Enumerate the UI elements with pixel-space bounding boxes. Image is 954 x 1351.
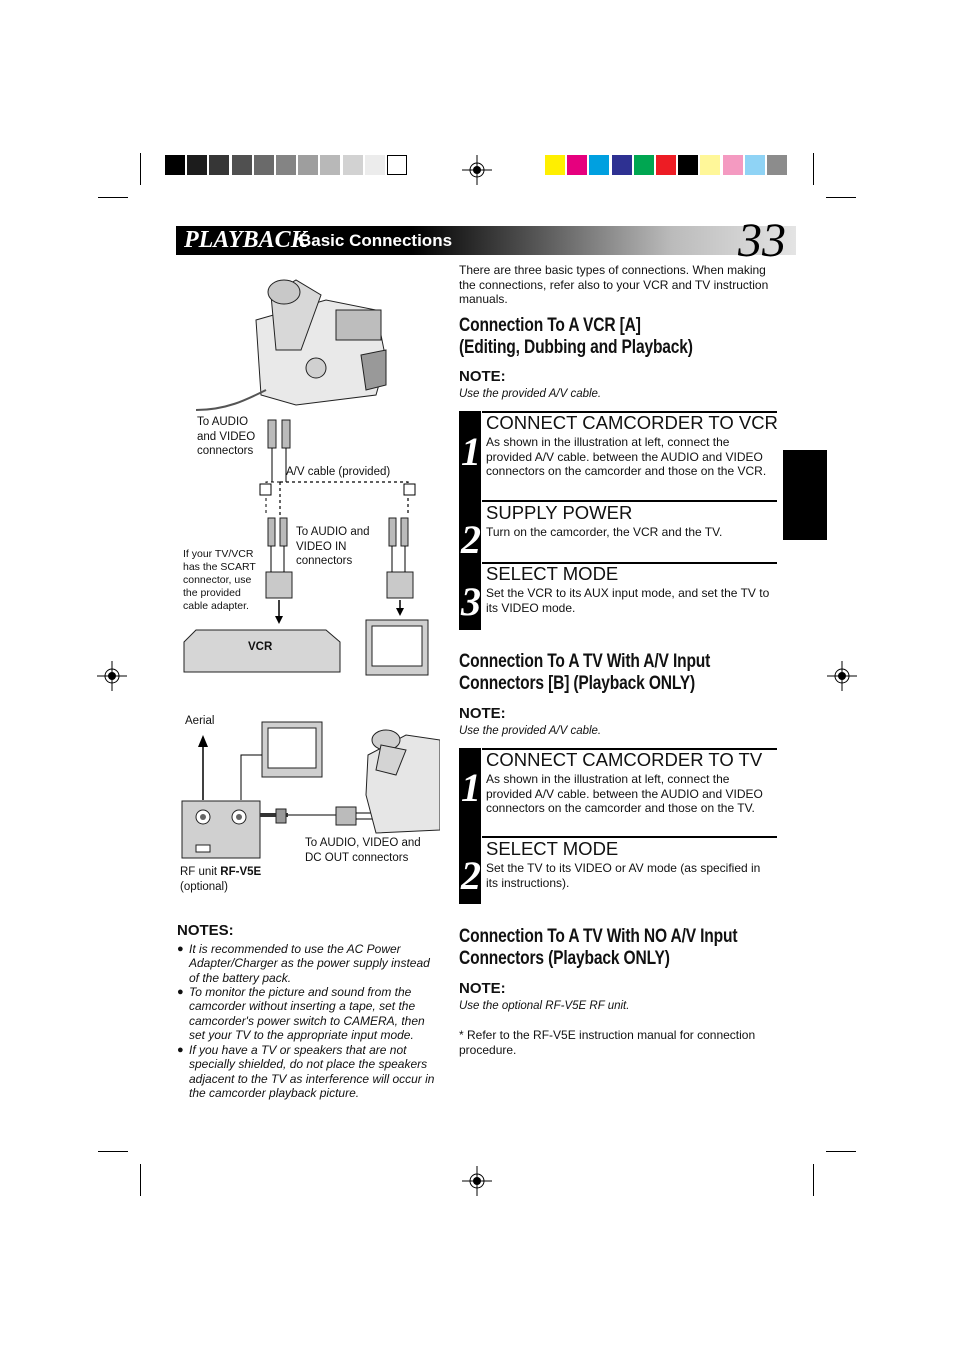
notes-item bbox=[177, 1043, 439, 1100]
gray-swatch bbox=[343, 155, 363, 175]
note-text: Use the optional RF-V5E RF unit. bbox=[459, 1000, 630, 1012]
crop-mark bbox=[98, 1151, 128, 1152]
color-swatch bbox=[545, 155, 565, 175]
color-swatch bbox=[700, 155, 720, 175]
gray-swatch bbox=[232, 155, 252, 175]
tv-illustration bbox=[366, 620, 428, 675]
notes-item bbox=[177, 985, 439, 1042]
color-swatch bbox=[723, 155, 743, 175]
registration-mark-icon bbox=[462, 155, 492, 185]
side-thumb-tab bbox=[783, 450, 827, 540]
gray-swatch bbox=[187, 155, 207, 175]
label-audio-video: To AUDIO and VIDEO connectors bbox=[197, 416, 256, 457]
heading-line: (Editing, Dubbing and Playback) bbox=[459, 337, 693, 358]
color-swatch bbox=[567, 155, 587, 175]
label-scart: If your TV/VCR has the SCART connector, use the provided cable adapter. bbox=[183, 548, 256, 612]
step-title: CONNECT CAMCORDER TO TV bbox=[486, 749, 763, 770]
cable bbox=[196, 390, 266, 410]
notes-heading: NOTES: bbox=[177, 922, 234, 939]
bullet-icon: ● bbox=[177, 986, 184, 998]
gray-swatch bbox=[209, 155, 229, 175]
rf-unit-model: RF-V5E bbox=[220, 866, 262, 878]
heading-line: Connection To A VCR [A] bbox=[459, 315, 641, 336]
step-title: CONNECT CAMCORDER TO VCR bbox=[486, 412, 778, 433]
rf-unit-optional: (optional) bbox=[180, 880, 228, 893]
intro-text: There are three basic types of connections. When making the connections, refer also to your VCR and TV instruction manuals. bbox=[459, 263, 769, 306]
step-title: SUPPLY POWER bbox=[486, 502, 633, 523]
note-text: Use the provided A/V cable. bbox=[459, 388, 602, 400]
plug-pair-right bbox=[387, 518, 413, 598]
note-heading: NOTE: bbox=[459, 980, 506, 997]
section-heading-tv-av bbox=[459, 651, 787, 695]
step-text: As shown in the illustration at left, connect the provided A/V cable. between the AUDIO and VIDEO connectors on the camcorder and those on the VCR. bbox=[486, 435, 767, 478]
crop-mark bbox=[140, 153, 141, 185]
av-cable-dashed bbox=[280, 482, 408, 515]
note-heading: NOTE: bbox=[459, 705, 506, 722]
step-number: 3 bbox=[461, 579, 481, 624]
registration-mark-icon bbox=[462, 1166, 492, 1196]
tv-illustration bbox=[262, 722, 322, 777]
gray-swatch bbox=[320, 155, 340, 175]
notes-item-text: It is recommended to use the AC Power Adapter/Charger as the power supply instead of the battery pack. bbox=[189, 942, 430, 985]
note-heading: NOTE: bbox=[459, 368, 506, 385]
bullet-icon: ● bbox=[177, 943, 184, 955]
camcorder-illustration bbox=[256, 280, 386, 405]
heading-line: Connection To A TV With A/V Input bbox=[459, 651, 711, 672]
diagram-vcr-connection bbox=[176, 270, 440, 690]
step-text: Turn on the camcorder, the VCR and the TV. bbox=[486, 525, 723, 539]
step-number: 2 bbox=[461, 853, 481, 898]
heading-line: Connectors [B] (Playback ONLY) bbox=[459, 673, 696, 694]
crop-mark bbox=[826, 197, 856, 198]
section-heading-tv-noav bbox=[459, 926, 787, 970]
label-audio-video-in: To AUDIO and VIDEO IN connectors bbox=[296, 526, 370, 567]
label-dc-out: To AUDIO, VIDEO and DC OUT connectors bbox=[305, 837, 421, 864]
step-number: 2 bbox=[461, 517, 481, 562]
section-subtitle: Basic Connections bbox=[299, 231, 453, 250]
color-swatch bbox=[767, 155, 787, 175]
gray-swatch bbox=[387, 155, 407, 175]
gray-swatch bbox=[276, 155, 296, 175]
notes-item-text: If you have a TV or speakers that are not specially shielded, do not place the speakers adjacent to the TV as interference will occur in the camcorder playback picture. bbox=[189, 1043, 435, 1100]
label-aerial: Aerial bbox=[185, 715, 215, 727]
color-swatch bbox=[656, 155, 676, 175]
section-heading-vcr bbox=[459, 315, 787, 359]
color-swatch bbox=[589, 155, 609, 175]
label-vcr: VCR bbox=[248, 641, 273, 653]
label-rf-unit bbox=[180, 865, 280, 894]
crop-mark bbox=[826, 1151, 856, 1152]
step-text: As shown in the illustration at left, connect the provided A/V cable. between the AUDIO and VIDEO connectors on the camcorder and those on the TV. bbox=[486, 772, 763, 815]
notes-item-text: To monitor the picture and sound from the camcorder without inserting a tape, set the camcorder's power switch to CAMERA, then set your TV to the appropriate input mode. bbox=[189, 985, 425, 1042]
color-swatch bbox=[634, 155, 654, 175]
rf-unit-illustration bbox=[182, 801, 260, 858]
label-box-b bbox=[404, 484, 415, 495]
notes-item bbox=[177, 942, 439, 985]
step-number: 1 bbox=[461, 765, 481, 810]
note-text: Use the provided A/V cable. bbox=[459, 725, 602, 737]
step-text: Set the TV to its VIDEO or AV mode (as specified in its instructions). bbox=[486, 861, 761, 890]
rf-unit-prefix: RF unit bbox=[180, 866, 218, 878]
gray-swatch bbox=[254, 155, 274, 175]
crop-mark bbox=[813, 153, 814, 185]
label-av-cable: A/V cable (provided) bbox=[286, 466, 391, 478]
section-title: PLAYBACK bbox=[184, 227, 307, 253]
heading-line: Connectors (Playback ONLY) bbox=[459, 948, 670, 969]
step-title: SELECT MODE bbox=[486, 563, 619, 584]
crop-mark bbox=[813, 1164, 814, 1196]
registration-mark-icon bbox=[97, 661, 127, 691]
plug-pair-top bbox=[268, 420, 290, 448]
page-number: 33 bbox=[738, 214, 786, 267]
crop-mark bbox=[98, 197, 128, 198]
step-number: 1 bbox=[461, 429, 481, 474]
step-text: Set the VCR to its AUX input mode, and set the TV to its VIDEO mode. bbox=[486, 586, 770, 615]
gray-swatch bbox=[365, 155, 385, 175]
crop-mark bbox=[140, 1164, 141, 1196]
camcorder-illustration bbox=[366, 730, 440, 833]
registration-mark-icon bbox=[827, 661, 857, 691]
gray-swatch bbox=[298, 155, 318, 175]
label-box-a bbox=[260, 484, 271, 495]
color-swatch bbox=[678, 155, 698, 175]
color-swatch bbox=[612, 155, 632, 175]
footnote: * Refer to the RF-V5E instruction manual for connection procedure. bbox=[459, 1028, 756, 1057]
heading-line: Connection To A TV With NO A/V Input bbox=[459, 926, 738, 947]
bullet-icon: ● bbox=[177, 1044, 184, 1056]
color-swatch bbox=[745, 155, 765, 175]
plug-pair-left bbox=[266, 518, 292, 598]
gray-swatch bbox=[165, 155, 185, 175]
page-header-bar bbox=[176, 226, 796, 255]
step-title: SELECT MODE bbox=[486, 838, 619, 859]
